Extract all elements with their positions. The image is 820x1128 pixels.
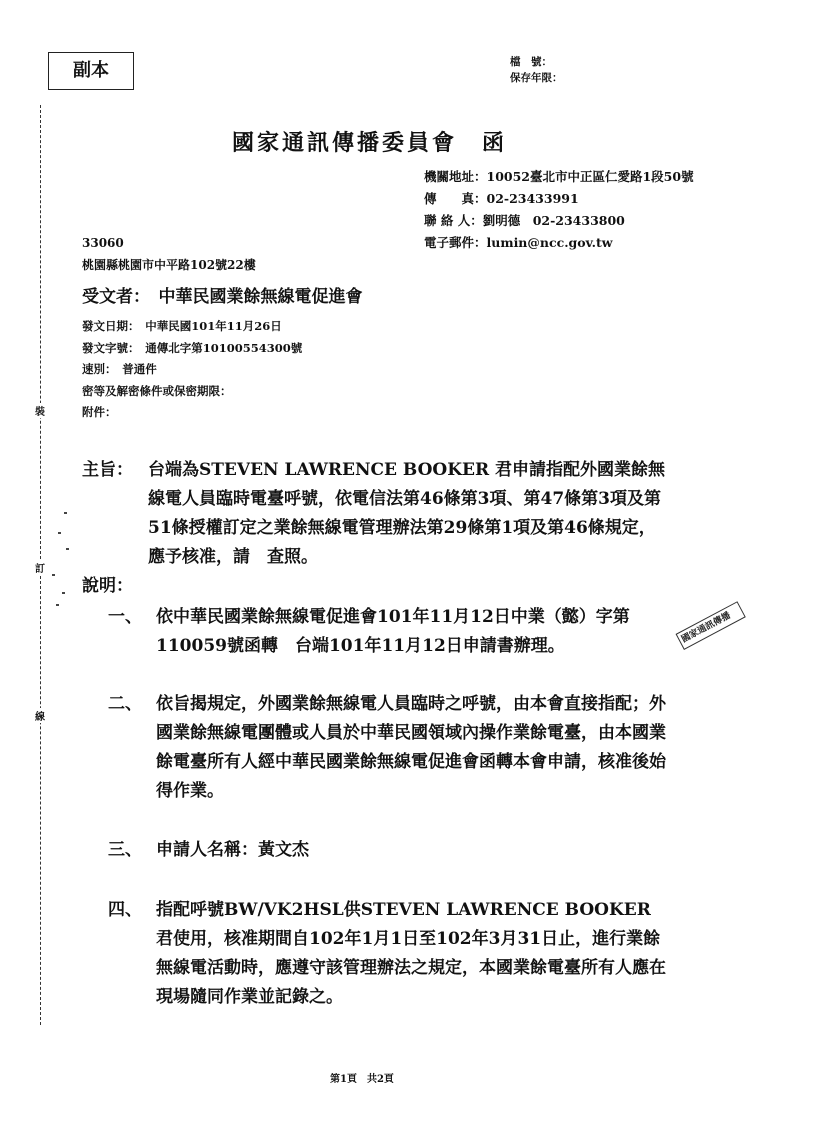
attachments: 附件： (82, 405, 117, 419)
item-number: 四、 (108, 900, 142, 920)
scan-speck (64, 512, 67, 514)
agency-title: 國家通訊傳播委員會 函 (232, 130, 508, 156)
postal-code: 33060 (82, 236, 124, 250)
security-level: 密等及解密條件或保密期限： (82, 383, 232, 398)
recipient-street-address: 桃園縣桃園市中平路102號22樓 (82, 258, 256, 272)
scan-speck (66, 548, 69, 550)
document-fields (82, 316, 302, 424)
scan-speck (62, 592, 65, 594)
subject-text: 台端為STEVEN LAWRENCE BOOKER 君申請指配外國業餘無線電人員臨時電臺呼號，依電信法第46條第3項、第47條第3項及第51條授權訂定之業餘無線電管理辦法第29條第1項及第46條規定，應予核准，請 查照。 (148, 460, 665, 567)
copy-label-box: 副本 (48, 52, 134, 90)
stamp-text: 國家通訊傳播 (676, 601, 746, 650)
explanation-item-2: 依旨揭規定，外國業餘無線電人員臨時之呼號，由本會直接指配；外國業餘無線電團體或人員於中華民國領域內操作業餘電臺，由本國業餘電臺所有人經中華民國業餘無線電促進會函轉本會申請，核准後始得作業。 (156, 694, 666, 801)
explanation-item-1: 依中華民國業餘無線電促進會101年11月12日中業（懿）字第110059號函轉 台端101年11月12日申請書辦理。 (156, 607, 630, 656)
page-number: 第1頁 共2頁 (330, 1074, 394, 1085)
item-number: 二、 (108, 694, 142, 714)
sender-address: 機關地址：10052臺北市中正區仁愛路1段50號 (424, 169, 694, 184)
explanation-item-3: 申請人名稱：黃文杰 (156, 840, 309, 860)
retention-period-label: 保存年限： (510, 72, 563, 84)
item-number: 一、 (108, 607, 142, 627)
sender-fax: 傳 真：02-23433991 (424, 191, 579, 206)
archive-meta (510, 54, 563, 86)
sender-info (424, 166, 694, 254)
binding-mark: 線 (35, 708, 45, 723)
scan-speck (56, 604, 59, 606)
binding-mark: 訂 (35, 560, 45, 575)
file-number-label: 檔 號： (510, 56, 552, 68)
recipient-line: 受文者： 中華民國業餘無線電促進會 (82, 287, 363, 307)
scan-speck (52, 574, 55, 576)
recipient-address-block (82, 232, 256, 276)
sender-email: 電子郵件：lumin@ncc.gov.tw (424, 235, 613, 250)
urgency: 速別： 普通件 (82, 362, 157, 376)
scan-speck (58, 532, 61, 534)
received-stamp (676, 601, 767, 689)
issue-date: 發文日期： 中華民國101年11月26日 (82, 319, 282, 333)
sender-contact: 聯 絡 人：劉明德 02-23433800 (424, 213, 625, 228)
item-number: 三、 (108, 840, 142, 860)
explanation-label: 說明： (82, 576, 133, 596)
document-number: 發文字號： 通傳北字第10100554300號 (82, 340, 303, 355)
binding-mark: 裝 (35, 403, 45, 418)
subject-label: 主旨： (82, 460, 133, 480)
explanation-item-4: 指配呼號BW/VK2HSL供STEVEN LAWRENCE BOOKER 君使用，核准期間自102年1月1日至102年3月31日止，進行業餘無線電活動時，應遵守該管理辦法之規定，本國業餘電臺所有人應在現場隨同作業並記錄之。 (156, 900, 666, 1007)
